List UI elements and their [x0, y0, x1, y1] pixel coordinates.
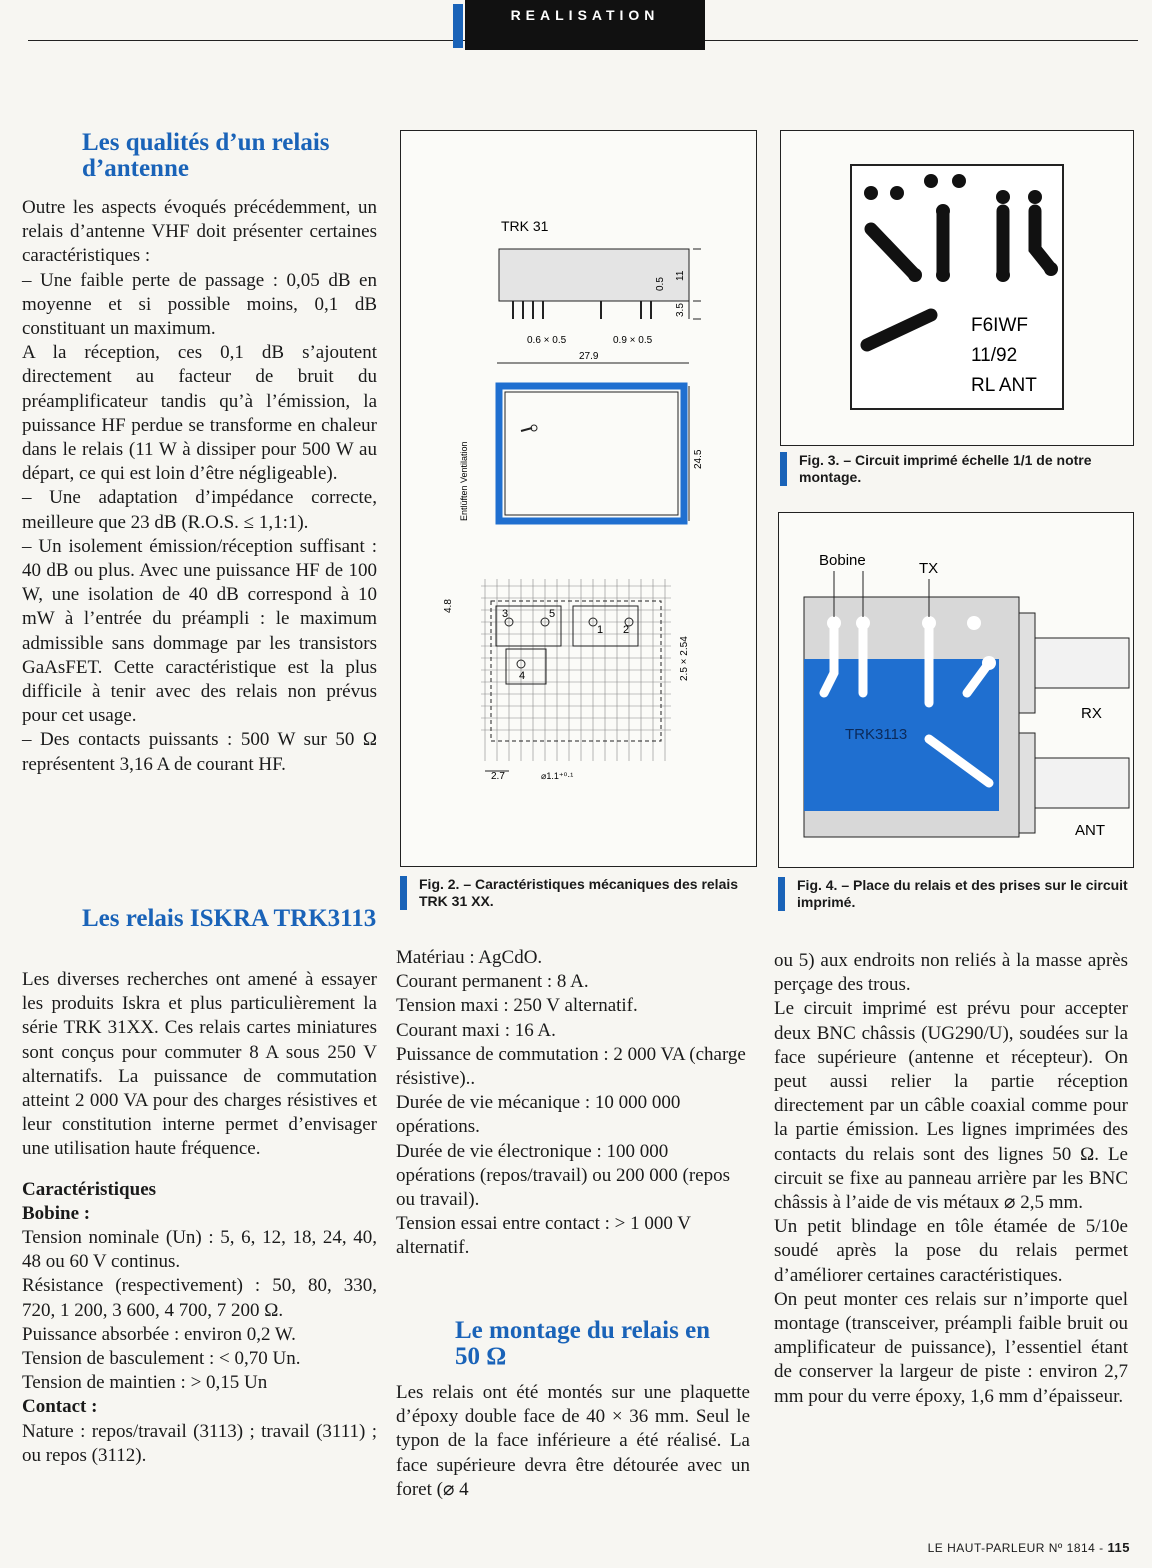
fig2-caption: Fig. 2. – Caractéristiques mécaniques des relais TRK 31 XX. [400, 876, 769, 910]
middle-column [396, 946, 750, 1261]
magazine-name: LE HAUT-PARLEUR Nº 1814 - [927, 1541, 1104, 1555]
list-item-adaptation: – Une adaptation d’impédance correcte, meilleure que 23 dB (R.O.S. ≤ 1,1:1). [22, 487, 377, 533]
label-bobine: Bobine [819, 552, 866, 569]
paragraph-reception: A la réception, ces 0,1 dB s’ajoutent directement au facteur de bruit du préamplificateur tandis qu’à l’émission, la puissance HF perdue se transforme en chaleur dans le relais (11 W à dissiper pour 500 W au départ, ce qui est loin d’être négligeable). [22, 342, 377, 485]
spec-tension: Tension nominale (Un) : 5, 6, 12, 18, 24, 40, 48 ou 60 V continus. [22, 1227, 377, 1273]
spec-nature: Nature : repos/travail (3113) ; travail (3111) ; ou repos (3112). [22, 1420, 377, 1466]
spec-resistance: Résistance (respectivement) : 50, 80, 330, 720, 1 200, 3 600, 4 700, 7 200 Ω. [22, 1275, 377, 1321]
pin4-label: 4 [519, 670, 526, 682]
heading-qualites: Les qualités d’un relais d’antenne [82, 129, 330, 182]
paragraph-montage: Les relais ont été montés sur une plaquette d’époxy double face de 40 × 36 mm. Seul le typon de la face inférieure a été réalisé. La face supérieure devra être détourée avec un foret (⌀ 4 [396, 1382, 750, 1500]
left-column-top [22, 196, 377, 777]
page-footer [900, 1540, 1130, 1555]
relay-label: TRK3113 [845, 726, 908, 743]
dim-width: 27.9 [579, 351, 599, 362]
pin3-label: 3 [502, 608, 509, 620]
fig3-frame [780, 130, 1134, 446]
list-item-contacts: – Des contacts puissants : 500 W sur 50 Ω représentent 3,16 A de courant HF. [22, 729, 377, 775]
spec-maintien: Tension de maintien : > 0,15 Un [22, 1372, 268, 1394]
left-column-bottom [22, 968, 377, 1468]
relay-top-inner [505, 392, 678, 515]
dim-h2: 11 [675, 270, 686, 281]
dim-27: 2.7 [491, 771, 505, 782]
label-rx: RX [1081, 705, 1102, 722]
pin5-label: 5 [549, 608, 556, 620]
spec-tension-maxi: Tension maxi : 250 V alternatif. [396, 995, 638, 1017]
dim-hole: ⌀1.1⁺⁰·¹ [541, 771, 574, 781]
middle-montage-text [396, 1381, 750, 1502]
fig2-frame [400, 130, 757, 867]
section-banner: REALISATION [465, 0, 705, 50]
fig4-caption: Fig. 4. – Place du relais et des prises sur le circuit imprimé. [778, 877, 1143, 911]
relay-side-body [499, 249, 689, 301]
footprint-zone-c [506, 649, 546, 684]
dim-48: 4.8 [443, 599, 454, 613]
spec-title: Caractéristiques [22, 1178, 157, 1200]
spec-commutation: Puissance de commutation : 2 000 VA (charge résistive).. [396, 1043, 746, 1090]
heading-montage: Le montage du relais en 50 Ω [455, 1317, 711, 1370]
bnc-rx-flange [1019, 613, 1035, 713]
header-accent-bar [453, 4, 463, 48]
dim-pin1: 0.6 × 0.5 [527, 335, 567, 346]
side-dim-lines [689, 249, 701, 319]
dim-grid: 2.5 × 2.54 [679, 636, 690, 681]
fig3-pcb [781, 131, 1133, 445]
label-tx: TX [919, 560, 939, 577]
contact-title: Contact : [22, 1396, 98, 1418]
paragraph-circuit: Le circuit imprimé est prévu pour accepter deux BNC châssis (UG290/U), soudées sur la face supérieure (antenne et récepteur). On peut aussi relier la partie réception directement par un câble coaxial comme pour la partie émission. Les lignes imprimées des contacts du relais sont des lignes 50 Ω. Le circuit se fixe au panneau arrière par les BNC châssis à l’aide de vis métaux ⌀ 2,5 mm. [774, 998, 1128, 1214]
relay-pins [513, 301, 651, 319]
fig4-frame [778, 512, 1134, 868]
spec-tension-essai: Tension essai entre contact : > 1 000 V alternatif. [396, 1213, 691, 1259]
dim-h3: 3.5 [675, 303, 686, 317]
paragraph-montage-usage: On peut monter ces relais sur n’importe quel montage (transceiver, préampli faible bruit ou amplificateur de puissance), l’essentiel étant de conserver la largeur de piste : environ 2,7 mm pour du verre époxy, 1,6 mm d’épaisseur. [774, 1288, 1128, 1407]
vent-label: Entlüften Ventilation [459, 441, 469, 521]
paragraph-blindage: Un petit blindage en tôle étamée de 5/10e soudé après la pose du relais permet d’améliorer certaines caractéristiques. [774, 1216, 1128, 1286]
label-ant: ANT [1075, 822, 1105, 839]
dim-pin2: 0.9 × 0.5 [613, 335, 653, 346]
spec-materiau: Matériau : AgCdO. [396, 947, 543, 968]
right-column [774, 949, 1128, 1409]
page-number: 115 [1107, 1540, 1130, 1555]
fig4-layout [779, 513, 1133, 867]
paragraph-perçage: ou 5) aux endroits non reliés à la masse après perçage des trous. [774, 950, 1128, 996]
fig2-drawing [401, 131, 756, 866]
spec-puissance: Puissance absorbée : environ 0,2 W. [22, 1323, 296, 1345]
spec-vie-electronique: Durée de vie électronique : 100 000 opérations (repos/travail) ou 200 000 (repos ou travail). [396, 1140, 730, 1211]
list-item-isolement: – Un isolement émission/réception suffisant : 40 dB ou plus. Avec une puissance HF de 100 W, une isolation de 40 dB correspond à 10 mW à l’entrée du préampli : le maximum admissible sans dommage par les transistors GaAsFET. Cette caractéristique est la plus difficile à tenir avec des relais non prévus pour cet usage. [22, 535, 377, 727]
fig2-model-label: TRK 31 [501, 218, 549, 234]
pin1-label: 1 [597, 624, 604, 636]
spec-courant-maxi: Courant maxi : 16 A. [396, 1019, 556, 1041]
heading-iskra: Les relais ISKRA TRK3113 [82, 905, 377, 932]
paragraph-iskra: Les diverses recherches ont amené à essayer les produits Iskra et plus particulièrement la série TRK 31XX. Ces relais cartes miniatures sont conçus pour commuter 8 A sous 250 V alternatifs. La puissance de commutation atteint 2 000 VA pour des charges résistives et leur constitution interne permet d’envisager une utilisation haute fréquence. [22, 969, 377, 1160]
bnc-rx-connector [1035, 638, 1129, 688]
dim-depth: 24.5 [693, 449, 704, 469]
pcb-label-call: F6IWF [971, 315, 1028, 336]
pin2-label: 2 [623, 624, 630, 636]
dim-h1: 0.5 [655, 277, 666, 291]
pcb-label-date: 11/92 [971, 345, 1018, 366]
bobine-title: Bobine : [22, 1202, 91, 1224]
spec-basculement: Tension de basculement : < 0,70 Un. [22, 1348, 301, 1370]
spec-vie-mecanique: Durée de vie mécanique : 10 000 000 opérations. [396, 1092, 681, 1138]
bnc-ant-flange [1019, 733, 1035, 833]
bnc-ant-connector [1035, 758, 1129, 808]
intro-paragraph: Outre les aspects évoqués précédemment, un relais d’antenne VHF doit présenter certaines caractéristiques : [22, 197, 377, 267]
fig3-caption: Fig. 3. – Circuit imprimé échelle 1/1 de notre montage. [780, 452, 1145, 486]
spec-courant-permanent: Courant permanent : 8 A. [396, 971, 589, 993]
list-item-perte: – Une faible perte de passage : 0,05 dB en moyenne et si possible moins, 0,1 dB constituant un maximum. [22, 269, 377, 340]
pcb-label-name: RL ANT [971, 375, 1037, 396]
relay-top-outline [499, 386, 684, 521]
